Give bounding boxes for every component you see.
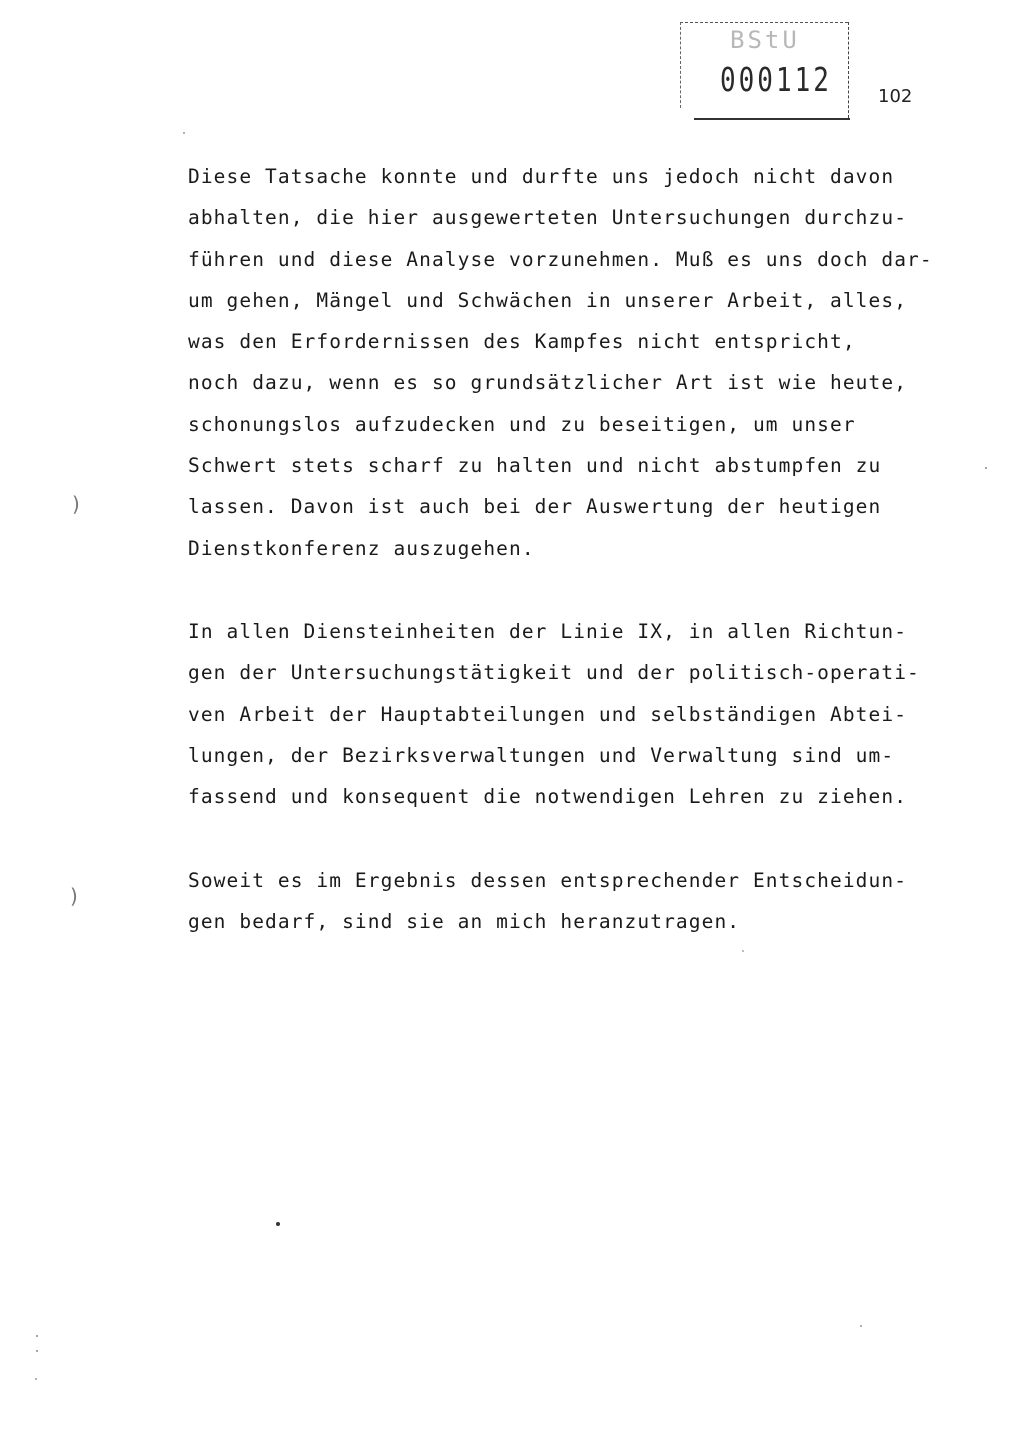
scan-mark: ) (70, 884, 78, 908)
text-line: ven Arbeit der Hauptabteilungen und selbständigen Abtei- (188, 702, 908, 726)
scan-mark: ) (72, 492, 80, 516)
scan-dot (860, 1325, 862, 1327)
scan-dot (742, 950, 744, 952)
stamp-logo: BStU (730, 26, 800, 54)
text-line: gen bedarf, sind sie an mich heranzutragen. (188, 910, 741, 934)
text-line: In allen Diensteinheiten der Linie IX, in allen Richtun- (188, 620, 908, 643)
text-line: lassen. Davon ist auch bei der Auswertung der heutigen (188, 495, 882, 519)
scan-dot (276, 1222, 280, 1226)
scan-dot (36, 1350, 38, 1352)
stamp-border-right (848, 22, 849, 118)
paragraph-2 (188, 611, 948, 817)
text-line: Diese Tatsache konnte und durfte uns jedoch nicht davon (188, 165, 895, 188)
text-line: Soweit es im Ergebnis dessen entsprechender Entscheidun- (188, 869, 908, 892)
stamp-number: 000112 (720, 62, 832, 100)
text-line: Schwert stets scharf zu halten und nicht abstumpfen zu (188, 454, 882, 478)
text-line: lungen, der Bezirksverwaltungen und Verwaltung sind um- (188, 743, 895, 767)
text-line: um gehen, Mängel und Schwächen in unserer Arbeit, alles, (188, 288, 908, 312)
text-line: führen und diese Analyse vorzunehmen. Muß es uns doch dar- (188, 247, 933, 271)
text-line: gen der Untersuchungstätigkeit und der politisch-operati- (188, 661, 920, 685)
scan-dot (35, 1378, 37, 1380)
stamp-border-top (680, 22, 848, 23)
scan-dot (985, 467, 987, 469)
text-line: was den Erfordernissen des Kampfes nicht entspricht, (188, 330, 856, 354)
scan-dot (36, 1335, 38, 1337)
paragraph-3 (188, 860, 948, 943)
text-line: Dienstkonferenz auszugehen. (188, 536, 535, 560)
paragraph-1 (188, 156, 948, 569)
page-number: 102 (878, 86, 913, 107)
archive-stamp (680, 22, 850, 120)
text-line: fassend und konsequent die notwendigen Lehren zu ziehen. (188, 785, 908, 809)
text-line: schonungslos aufzudecken und zu beseitigen, um unser (188, 412, 856, 436)
stamp-border-bottom (694, 118, 850, 120)
scan-dot (183, 132, 185, 134)
text-line: noch dazu, wenn es so grundsätzlicher Art ist wie heute, (188, 371, 908, 395)
text-line: abhalten, die hier ausgewerteten Untersuchungen durchzu- (188, 206, 908, 230)
stamp-border-left (680, 22, 681, 108)
